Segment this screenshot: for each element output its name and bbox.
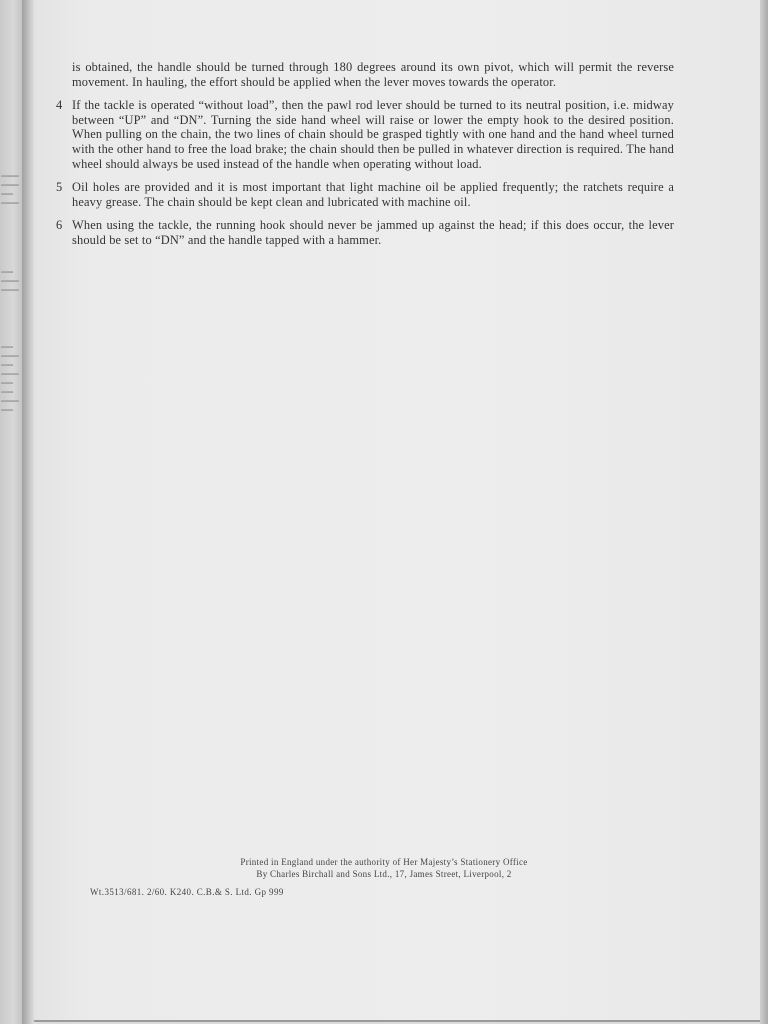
item-number: 4: [56, 98, 63, 113]
list-item: [56, 218, 674, 247]
facing-page-text-fragment: ▬▬ ▬▬▬ ▬▬ ▬▬▬ ▬▬ ▬▬ ▬▬▬ ▬▬: [1, 344, 19, 413]
instructions-body: [56, 60, 674, 257]
continued-paragraph: is obtained, the handle should be turned through 180 degrees around its own pivot, which will permit the reverse movement. In hauling, the effort should be applied when the lever moves towards the operator.: [72, 60, 674, 89]
item-number: 5: [56, 180, 63, 195]
print-code: Wt.3513/681. 2/60. K240. C.B.& S. Ltd. Gp 999: [90, 887, 284, 897]
item-number: 6: [56, 218, 63, 233]
facing-page-text-fragment: ▬▬▬ ▬▬▬ ▬▬ ▬▬▬: [1, 173, 19, 206]
list-item: [56, 98, 674, 171]
list-item: [56, 180, 674, 209]
item-text: Oil holes are provided and it is most important that light machine oil be applied frequently; the ratchets require a heavy grease. The chain should be kept clean and lubricated with machine oil.: [72, 180, 674, 209]
imprint-line-2: By Charles Birchall and Sons Ltd., 17, James Street, Liverpool, 2: [256, 869, 512, 879]
printer-imprint: [0, 856, 768, 880]
facing-page-text-fragment: ▬▬ ▬▬▬ ▬▬▬: [1, 269, 19, 293]
item-text: When using the tackle, the running hook should never be jammed up against the head; if this does occur, the lever should be set to “DN” and the handle tapped with a hammer.: [72, 218, 674, 247]
imprint-line-1: Printed in England under the authority of Her Majesty’s Stationery Office: [240, 857, 528, 867]
item-text: If the tackle is operated “without load”, then the pawl rod lever should be turned to its neutral position, i.e. midway between “UP” and “DN”. Turning the side hand wheel will raise or lower the empty hook to the desired position. When pulling on the chain, the two lines of chain should be grasped tightly with one hand and the hand wheel turned with the other hand to free the load brake; the chain should then be pulled in whatever direction is required. The hand wheel should always be used instead of the handle when operating without load.: [72, 98, 674, 171]
